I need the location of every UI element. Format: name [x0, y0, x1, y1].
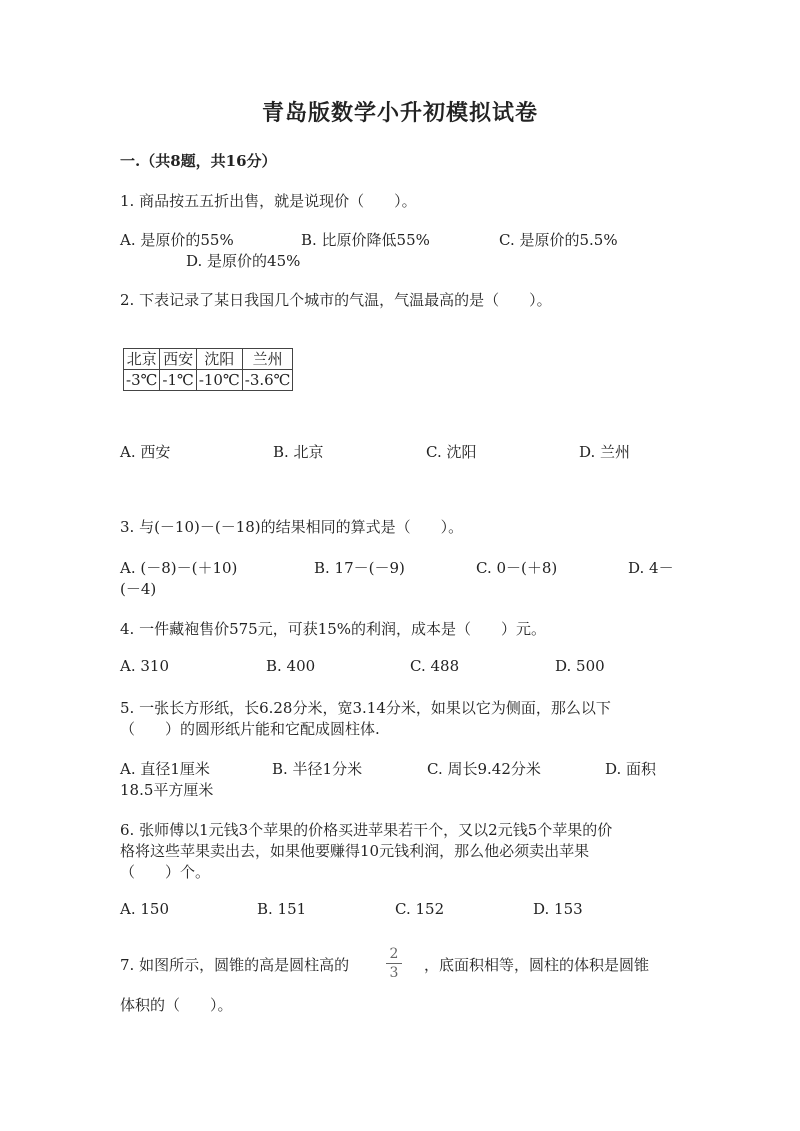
question-6-line-3: （ ）个。 — [120, 863, 211, 881]
question-7-part-a: 7. 如图所示，圆锥的高是圆柱高的 — [120, 956, 350, 974]
table-cell: 兰州 — [242, 349, 293, 370]
q1-option-c[interactable]: C. 是原价的5.5% — [499, 231, 618, 249]
table-row — [124, 349, 293, 370]
q5-option-b[interactable]: B. 半径1分米 — [272, 760, 363, 778]
q4-option-c[interactable]: C. 488 — [410, 657, 460, 675]
q5-option-c[interactable]: C. 周长9.42分米 — [427, 760, 541, 778]
section-heading: 一.（共8题，共16分） — [120, 152, 277, 170]
q2-option-d[interactable]: D. 兰州 — [579, 443, 631, 461]
table-cell: -3.6℃ — [242, 370, 293, 391]
q2-option-b[interactable]: B. 北京 — [273, 443, 324, 461]
table-cell: 沈阳 — [196, 349, 242, 370]
q6-option-b[interactable]: B. 151 — [257, 900, 307, 918]
q4-option-a[interactable]: A. 310 — [120, 657, 169, 675]
q6-option-a[interactable]: A. 150 — [120, 900, 169, 918]
table-cell: -1℃ — [160, 370, 196, 391]
table-cell: -10℃ — [196, 370, 242, 391]
q2-option-a[interactable]: A. 西安 — [120, 443, 171, 461]
question-4: 4. 一件藏袍售价575元，可获15%的利润，成本是（ ）元。 — [120, 620, 547, 638]
fraction-numerator: 2 — [389, 946, 399, 962]
table-cell: -3℃ — [124, 370, 160, 391]
fraction-two-thirds — [386, 946, 402, 981]
q4-option-b[interactable]: B. 400 — [266, 657, 316, 675]
question-6-line-1: 6. 张师傅以1元钱3个苹果的价格买进苹果若干个，又以2元钱5个苹果的价 — [120, 821, 613, 839]
question-5-line-2: （ ）的圆形纸片能和它配成圆柱体. — [120, 720, 380, 738]
fraction-bar — [386, 963, 402, 964]
q3-option-c[interactable]: C. 0－(＋8) — [476, 559, 558, 577]
table-cell: 西安 — [160, 349, 196, 370]
q5-option-d[interactable]: D. 面积 — [605, 760, 657, 778]
fraction-denominator: 3 — [389, 965, 399, 981]
q5-option-a[interactable]: A. 直径1厘米 — [120, 760, 210, 778]
q1-option-d[interactable]: D. 是原价的45% — [186, 252, 301, 270]
question-7-line-2: 体积的（ ）。 — [120, 996, 233, 1014]
q1-option-a[interactable]: A. 是原价的55% — [120, 231, 234, 249]
q6-option-d[interactable]: D. 153 — [533, 900, 583, 918]
question-6-line-2: 格将这些苹果卖出去，如果他要赚得10元钱利润，那么他必须卖出苹果 — [120, 842, 590, 860]
table-row — [124, 370, 293, 391]
q4-option-d[interactable]: D. 500 — [555, 657, 605, 675]
q3-option-d[interactable]: D. 4－ — [628, 559, 674, 577]
question-1: 1. 商品按五五折出售，就是说现价（ ）。 — [120, 192, 417, 210]
question-3: 3. 与(－10)－(－18)的结果相同的算式是（ ）。 — [120, 518, 464, 536]
question-7-part-b: ，底面积相等，圆柱的体积是圆锥 — [424, 956, 650, 974]
page-title: 青岛版数学小升初模拟试卷 — [261, 100, 538, 126]
table-cell: 北京 — [124, 349, 160, 370]
q5-option-d-continued: 18.5平方厘米 — [120, 781, 214, 799]
q3-option-b[interactable]: B. 17－(－9) — [314, 559, 405, 577]
q3-option-d-continued: (－4) — [120, 580, 157, 598]
q2-option-c[interactable]: C. 沈阳 — [426, 443, 477, 461]
q6-option-c[interactable]: C. 152 — [395, 900, 445, 918]
q3-option-a[interactable]: A. (－8)－(＋10) — [120, 559, 238, 577]
q1-option-b[interactable]: B. 比原价降低55% — [301, 231, 430, 249]
question-5-line-1: 5. 一张长方形纸，长6.28分米，宽3.14分米，如果以它为侧面，那么以下 — [120, 699, 611, 717]
temperature-table — [123, 348, 293, 391]
question-2: 2. 下表记录了某日我国几个城市的气温，气温最高的是（ ）。 — [120, 291, 552, 309]
